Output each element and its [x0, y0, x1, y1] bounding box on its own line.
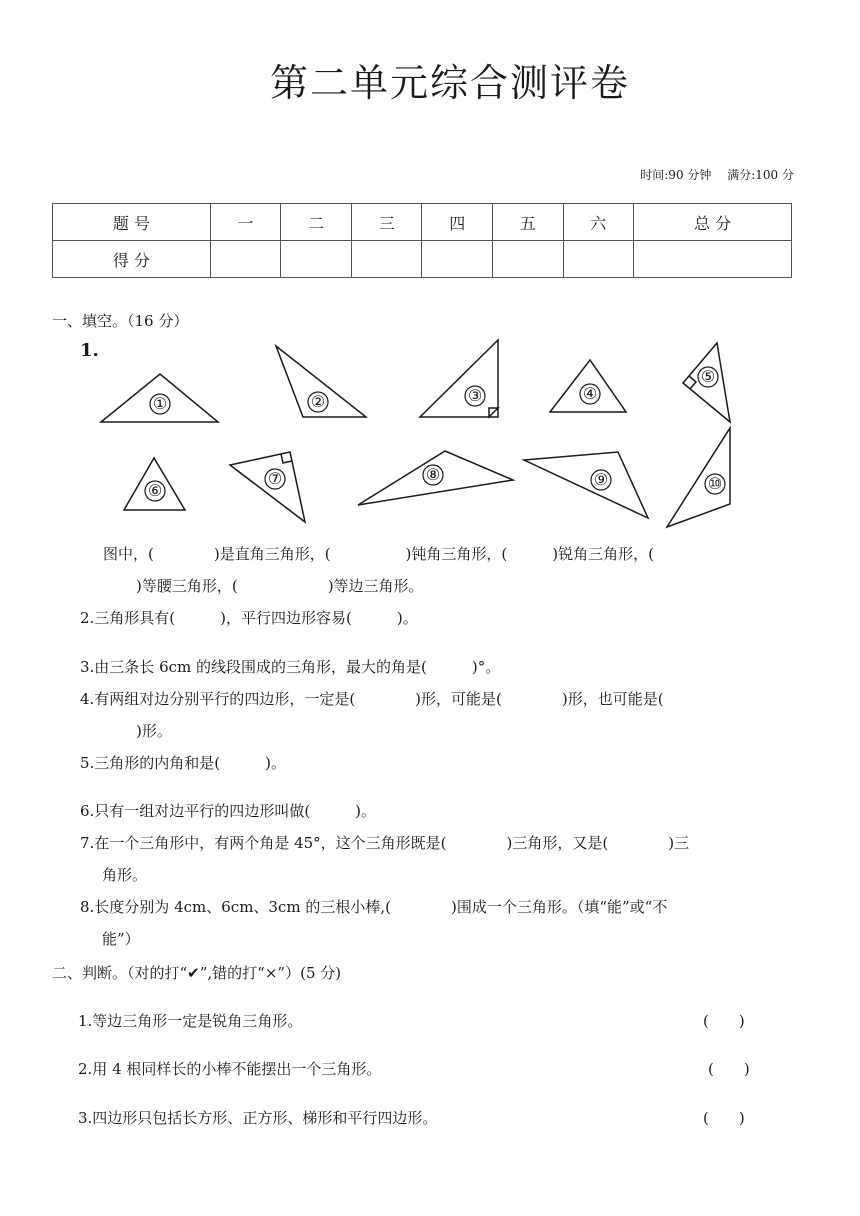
header-cell: 总 分 [634, 204, 792, 241]
triangle-9 [524, 452, 648, 518]
triangle-label: ① [152, 394, 168, 413]
question-8-line-2: 能”） [102, 930, 140, 948]
triangle-3 [420, 340, 498, 417]
judge-item-3: 3.四边形只包括长方形、正方形、梯形和平行四边形。 [78, 1109, 438, 1127]
score-label-cell: 得 分 [53, 241, 211, 278]
triangle-3-right-angle-mark [489, 408, 498, 417]
triangle-label: ⑨ [593, 470, 609, 489]
question-7-line-1: 7.在一个三角形中，有两个角是 45°，这个三角形既是( )三角形，又是( )三 [80, 834, 690, 852]
question-5: 5.三角形的内角和是( )。 [80, 754, 287, 772]
judge-answer-blank-1[interactable]: ( ) [703, 1012, 745, 1030]
question-7-line-2: 角形。 [102, 866, 148, 884]
judge-answer-blank-3[interactable]: ( ) [703, 1109, 745, 1127]
triangle-label: ② [310, 392, 326, 411]
header-cell: 三 [351, 204, 422, 241]
judge-item-1: 1.等边三角形一定是锐角三角形。 [78, 1012, 303, 1030]
header-label-cell: 题 号 [53, 204, 211, 241]
header-cell: 一 [210, 204, 281, 241]
question-1-number: 1. [80, 340, 99, 361]
triangle-label: ⑩ [707, 474, 723, 493]
question-1-line-1: 图中，( )是直角三角形，( )钝角三角形，( )锐角三角形，( [103, 545, 654, 563]
triangle-label: ⑦ [267, 469, 283, 488]
triangle-5-right-angle-mark [689, 376, 696, 389]
triangle-label: ④ [582, 384, 598, 403]
question-3: 3.由三条长 6cm 的线段围成的三角形，最大的角是( )°。 [80, 658, 501, 676]
triangle-label: ⑥ [147, 481, 163, 500]
question-4-line-1: 4.有两组对边分别平行的四边形，一定是( )形，可能是( )形，也可能是( [80, 690, 664, 708]
section-2-heading-prefix: 二、判断。（对的打“ [52, 964, 188, 982]
question-4-line-2: )形。 [136, 722, 172, 740]
section-1-heading: 一、填空。（16 分） [52, 312, 189, 330]
header-cell: 五 [493, 204, 564, 241]
page-title: 第二单元综合测评卷 [269, 61, 630, 105]
header-cell: 四 [422, 204, 493, 241]
judge-answer-blank-2[interactable]: ( ) [708, 1060, 750, 1078]
full-score: 满分:100 分 [727, 168, 794, 182]
question-2: 2.三角形具有( )，平行四边形容易( )。 [80, 609, 418, 627]
judge-item-2: 2.用 4 根同样长的小棒不能摆出一个三角形。 [78, 1060, 382, 1078]
triangle-figures [0, 0, 860, 540]
question-1-line-2: )等腰三角形，( )等边三角形。 [136, 577, 424, 595]
time-limit: 时间:90 分钟 [640, 168, 712, 182]
header-cell: 二 [281, 204, 352, 241]
question-6: 6.只有一组对边平行的四边形叫做( )。 [80, 802, 377, 820]
triangle-label: ③ [467, 386, 483, 405]
question-8-line-1: 8.长度分别为 4cm、6cm、3cm 的三根小棒,( )围成一个三角形。（填“能”或“不 [80, 898, 668, 916]
check-mark-icon: ✔ [187, 964, 200, 982]
triangle-label: ⑤ [700, 367, 716, 386]
header-cell: 六 [563, 204, 634, 241]
section-2-heading [52, 962, 341, 983]
triangle-label: ⑧ [425, 465, 441, 484]
section-2-heading-suffix: ”,错的打“×”）(5 分) [199, 964, 342, 982]
